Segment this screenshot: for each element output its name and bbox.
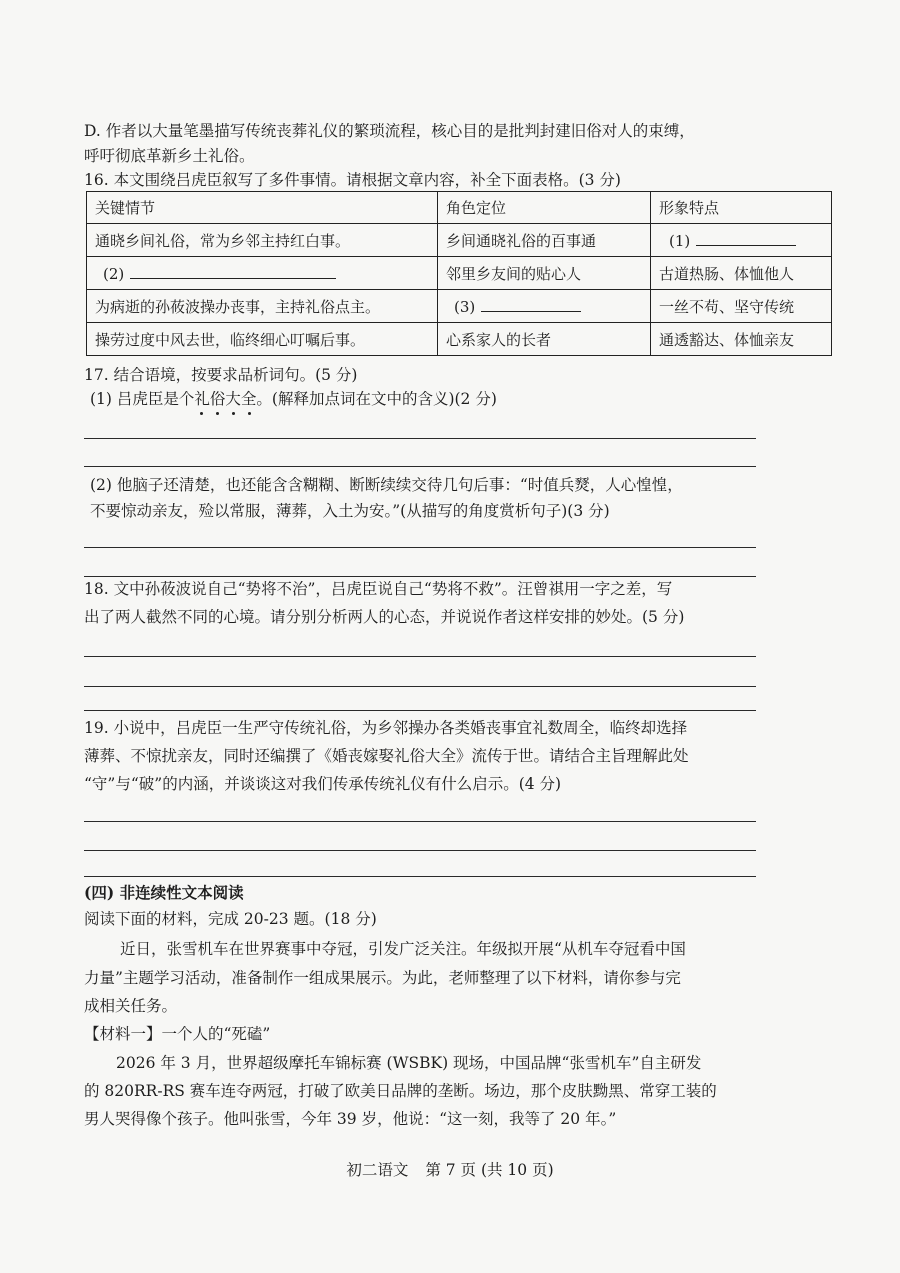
table-cell bbox=[651, 224, 832, 257]
table-cell: 古道热肠、体恤他人 bbox=[651, 257, 832, 290]
emphasis-dot bbox=[216, 412, 219, 415]
blank-number: (1) bbox=[669, 231, 691, 250]
footer-subject: 初二语文 bbox=[346, 1161, 409, 1179]
table-header-cell: 角色定位 bbox=[438, 192, 651, 224]
intro-line2: 力量”主题学习活动，准备制作一组成果展示。为此，老师整理了以下材料，请你参与完 bbox=[84, 969, 681, 987]
intro-line3: 成相关任务。 bbox=[84, 997, 178, 1015]
table-cell: 操劳过度中风去世，临终细心叮嘱后事。 bbox=[87, 323, 438, 356]
q15-option-d-line2: 呼吁彻底革新乡土礼俗。 bbox=[84, 147, 255, 165]
q17-sub1-prefix: (1) 吕虎臣是个 bbox=[90, 390, 195, 408]
table-cell bbox=[438, 290, 651, 323]
intro-line1: 近日，张雪机车在世界赛事中夺冠，引发广泛关注。年级拟开展“从机车夺冠看中国 bbox=[120, 940, 686, 958]
q19-line3: “守”与“破”的内涵，并谈谈这对我们传承传统礼仪有什么启示。(4 分) bbox=[84, 775, 562, 793]
table-cell: 通晓乡间礼俗，常为乡邻主持红白事。 bbox=[87, 224, 438, 257]
material1-line3: 男人哭得像个孩子。他叫张雪，今年 39 岁，他说：“这一刻，我等了 20 年。” bbox=[84, 1110, 617, 1128]
q17-sub1 bbox=[90, 389, 497, 409]
table-header-cell: 形象特点 bbox=[651, 192, 832, 224]
q16-prompt: 16. 本文围绕吕虎臣叙写了多件事情。请根据文章内容，补全下面表格。(3 分) bbox=[84, 171, 621, 189]
q17-sub1-suffix: 。(解释加点词在文中的含义)(2 分) bbox=[256, 390, 497, 408]
q19-line2: 薄葬、不惊扰亲友，同时还编撰了《婚丧嫁娶礼俗大全》流传于世。请结合主旨理解此处 bbox=[84, 747, 689, 765]
answer-line[interactable] bbox=[84, 576, 756, 577]
q19-line1: 19. 小说中，吕虎臣一生严守传统礼俗，为乡邻操办各类婚丧事宜礼数周全，临终却选择 bbox=[84, 719, 688, 737]
q17-sub2-line2: 不要惊动亲友，殓以常服，薄葬，入土为安。”(从描写的角度赏析句子)(3 分) bbox=[90, 502, 610, 520]
emphasis-dot bbox=[232, 412, 235, 415]
table-cell: 乡间通晓礼俗的百事通 bbox=[438, 224, 651, 257]
q17-sub2-line1: (2) 他脑子还清楚，也还能含含糊糊、断断续续交待几句后事：“时值兵燹，人心惶惶， bbox=[90, 476, 683, 494]
table-cell: 通透豁达、体恤亲友 bbox=[651, 323, 832, 356]
table-row bbox=[87, 257, 832, 290]
answer-line[interactable] bbox=[84, 656, 756, 657]
q18-line1: 18. 文中孙莜波说自己“势将不治”，吕虎臣说自己“势将不救”。汪曾祺用一字之差，写 bbox=[84, 580, 673, 598]
answer-line[interactable] bbox=[84, 438, 756, 439]
table-cell: 心系家人的长者 bbox=[438, 323, 651, 356]
answer-line[interactable] bbox=[84, 686, 756, 687]
q18-line2: 出了两人截然不同的心境。请分别分析两人的心态，并说说作者这样安排的妙处。(5 分) bbox=[84, 608, 685, 626]
table-row bbox=[87, 224, 832, 257]
table-cell: 为病逝的孙莜波操办丧事，主持礼俗点主。 bbox=[87, 290, 438, 323]
answer-line[interactable] bbox=[84, 850, 756, 851]
answer-line[interactable] bbox=[84, 547, 756, 548]
blank-number: (2) bbox=[103, 264, 125, 283]
answer-line[interactable] bbox=[84, 821, 756, 822]
q15-option-d-line1: D. 作者以大量笔墨描写传统丧葬礼仪的繁琐流程，核心目的是批判封建旧俗对人的束缚， bbox=[84, 122, 695, 140]
material1-line2: 的 820RR-RS 赛车连夺两冠，打破了欧美日品牌的垄断。场边，那个皮肤黝黑、常穿工装的 bbox=[84, 1082, 717, 1100]
q17-prompt: 17. 结合语境，按要求品析词句。(5 分) bbox=[84, 366, 358, 384]
table-row bbox=[87, 290, 832, 323]
dotted-phrase bbox=[194, 390, 256, 408]
answer-line[interactable] bbox=[84, 876, 756, 877]
material1-line1: 2026 年 3 月，世界超级摩托车锦标赛 (WSBK) 现场，中国品牌“张雪机车”自主研发 bbox=[116, 1054, 702, 1072]
page-footer bbox=[0, 1158, 900, 1180]
answer-line[interactable] bbox=[84, 710, 756, 711]
blank-number: (3) bbox=[454, 297, 476, 316]
table-header-row bbox=[87, 192, 832, 224]
table-cell: 一丝不苟、坚守传统 bbox=[651, 290, 832, 323]
answer-blank[interactable] bbox=[696, 231, 796, 246]
table-row bbox=[87, 323, 832, 356]
section-instruction: 阅读下面的材料，完成 20-23 题。(18 分) bbox=[84, 910, 377, 928]
table-header-cell: 关键情节 bbox=[87, 192, 438, 224]
answer-line[interactable] bbox=[84, 466, 756, 467]
dotted-phrase-text: 礼俗大全 bbox=[194, 390, 257, 408]
emphasis-dot bbox=[200, 412, 203, 415]
section-heading: (四) 非连续性文本阅读 bbox=[84, 883, 244, 902]
material1-title: 【材料一】一个人的“死磕” bbox=[84, 1025, 271, 1043]
q16-table bbox=[86, 191, 832, 356]
table-cell: 邻里乡友间的贴心人 bbox=[438, 257, 651, 290]
emphasis-dot bbox=[248, 412, 251, 415]
table-cell bbox=[87, 257, 438, 290]
answer-blank[interactable] bbox=[130, 264, 336, 279]
footer-page-number: 第 7 页 (共 10 页) bbox=[425, 1161, 554, 1179]
answer-blank[interactable] bbox=[481, 297, 581, 312]
